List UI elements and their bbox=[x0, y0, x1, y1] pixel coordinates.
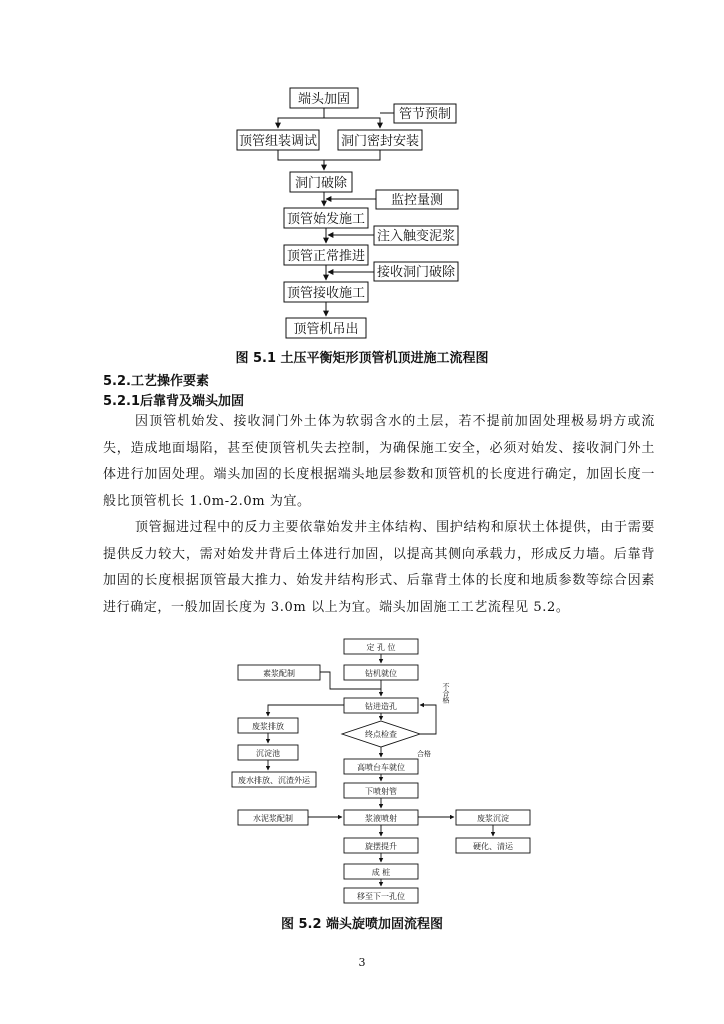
fc2-label-waste-settle: 废浆沉淀 bbox=[477, 814, 509, 823]
fc2-label-waste-water: 废水排放、沉渣外运 bbox=[238, 776, 310, 785]
fc1-label-pipe-prefab: 管节预制 bbox=[398, 107, 452, 122]
fc2-label-move-next: 移至下一孔位 bbox=[357, 892, 405, 901]
section-heading: 5.2.工艺操作要素 bbox=[103, 374, 209, 389]
flowchart-5-1 bbox=[0, 0, 724, 350]
fc1-label-assemble-debug: 顶管组装调试 bbox=[238, 134, 318, 149]
fc2-label-cement-mix: 水泥浆配制 bbox=[253, 814, 293, 823]
fc2-label-qualified: 合格 bbox=[417, 750, 431, 758]
paragraph-1: 因顶管机始发、接收洞门外土体为软弱含水的土层，若不提前加固处理极易坍方或流失，造成地面塌陷，甚至使顶管机失去控制，为确保施工安全，必须对始发、接收洞门外土体进行加固处理。端头加固的长度根据端头地层参数和顶管机的长度进行确定，加固长度一般比顶管机长 1.0m-2.0m 为宜。 bbox=[103, 414, 655, 509]
fc2-label-lower-pipe: 下喷射管 bbox=[365, 787, 397, 796]
fc2-label-clay-mix: 素浆配制 bbox=[263, 669, 295, 678]
subsection-heading: 5.2.1后靠背及端头加固 bbox=[103, 394, 245, 409]
fc1-label-receive-break: 接收洞门破除 bbox=[376, 265, 456, 280]
fc2-label-waste-discharge: 废浆排放 bbox=[252, 722, 284, 731]
flowchart-5-2 bbox=[0, 635, 724, 910]
fc2-label-rotate-lift: 旋摆提升 bbox=[365, 842, 397, 851]
fc2-label-form-pile: 成 桩 bbox=[371, 868, 391, 877]
page-number: 3 bbox=[358, 956, 366, 969]
fc1-label-jack-start: 顶管始发施工 bbox=[286, 212, 366, 227]
paragraph-2: 顶管掘进过程中的反力主要依靠始发井主体结构、围护结构和原状土体提供，由于需要提供反力较大，需对始发井背后土体进行加固，以提高其侧向承载力，形成反力墙。后靠背加固的长度根据顶管最大推力、始发井结构形式、后靠背土体的长度和地质参数等综合因素进行确定，一般加固长度为 3.0m 以上为宜。端头加固施工工艺流程见 5.2。 bbox=[103, 520, 655, 615]
fc1-label-portal-break: 洞门破除 bbox=[294, 176, 348, 191]
fc2-label-jet-grout: 浆液喷射 bbox=[365, 814, 397, 823]
fc1-label-portal-seal: 洞门密封安装 bbox=[340, 134, 420, 149]
figure-caption-5-1: 图 5.1 土压平衡矩形顶管机顶进施工流程图 bbox=[235, 351, 489, 366]
fc1-label-normal-push: 顶管正常推进 bbox=[286, 249, 366, 264]
fc2-label-jet-rig: 高喷台车就位 bbox=[357, 763, 405, 772]
fc1-label-machine-lift: 顶管机吊出 bbox=[293, 322, 359, 337]
fc2-label-rig-position: 钻机就位 bbox=[365, 669, 397, 678]
fc1-label-jack-receive: 顶管接收施工 bbox=[286, 286, 366, 301]
fc1-label-inject-mud: 注入触变泥浆 bbox=[376, 229, 456, 244]
fc1-label-end-reinforce: 端头加固 bbox=[297, 92, 351, 107]
fc2-label-settling-pond: 沉淀池 bbox=[256, 749, 280, 758]
fc2-label-unqualified: 不合格 bbox=[442, 682, 450, 704]
figure-caption-5-2: 图 5.2 端头旋喷加固流程图 bbox=[280, 917, 444, 932]
fc2-label-drill-hole: 钻进造孔 bbox=[365, 702, 397, 711]
fc2-label-solidify: 硬化、清运 bbox=[473, 842, 513, 851]
fc2-label-locate-hole: 定 孔 位 bbox=[366, 643, 396, 652]
fc2-label-endpoint-check: 终点检查 bbox=[365, 730, 397, 739]
fc1-label-monitor: 监控量测 bbox=[390, 193, 444, 208]
